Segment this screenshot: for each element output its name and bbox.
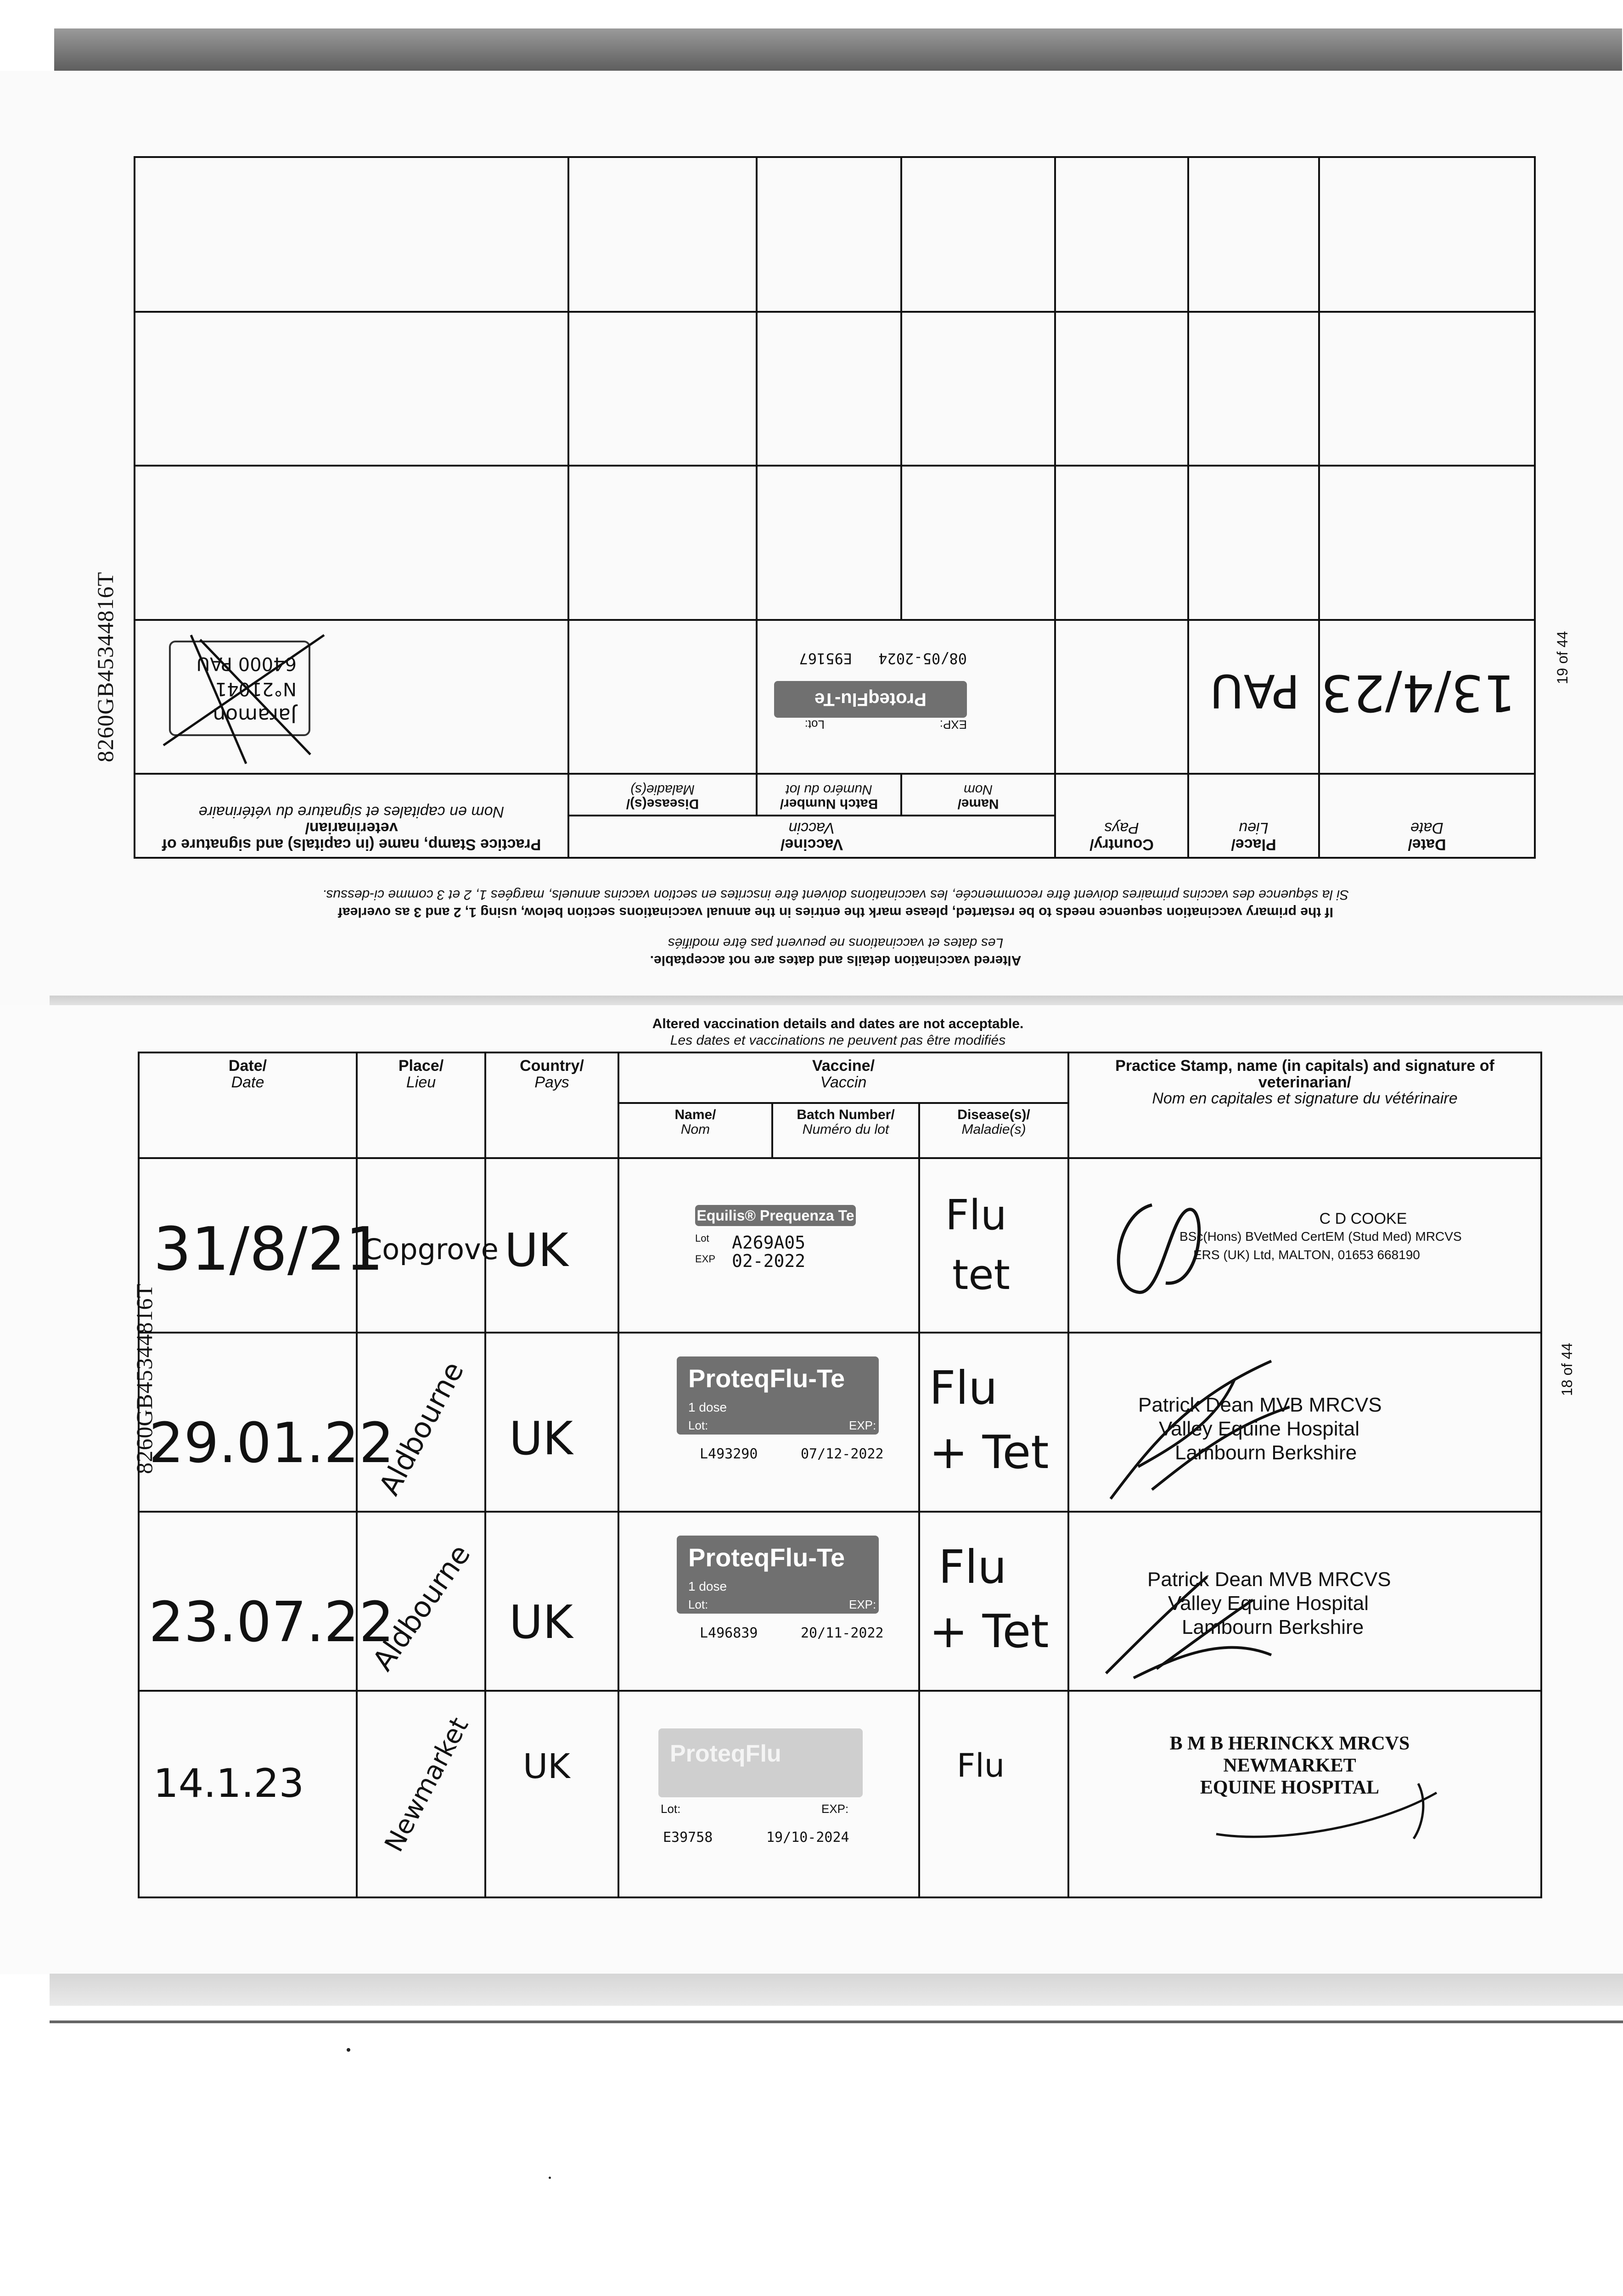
row-country: UK (509, 1595, 573, 1649)
stamp-number: N°21041 (215, 678, 297, 699)
entry-place-cell (1188, 620, 1319, 774)
exp-label: EXP: (849, 1598, 876, 1611)
vaccine-cell (618, 1333, 919, 1512)
vaccine-label: Equilis® Prequenza Te (695, 1205, 856, 1226)
header-name: Name/ Nom (901, 774, 1055, 816)
speck (347, 2048, 350, 2052)
row-date: 14.1.23 (153, 1761, 304, 1806)
page-number-top: 19 of 44 (1554, 631, 1571, 684)
row-place: Copgrove (362, 1232, 499, 1266)
header-place: Place/ Lieu (1188, 774, 1319, 858)
stamp-line: Valley Equine Hospital (1159, 1418, 1359, 1440)
notice-line: Altered vaccination details and dates are not acceptable. (650, 953, 1022, 968)
header-disease: Disease(s)/ Maladie(s) (568, 774, 757, 816)
entry-place: PAU (1210, 664, 1300, 718)
header-date: Date/ Date (139, 1052, 357, 1158)
lot-label: Lot: (804, 717, 825, 732)
place-cell (357, 1333, 485, 1512)
vaccination-table (138, 1052, 1540, 1896)
entry-date-cell (1319, 620, 1535, 774)
stamp-line: EQUINE HOSPITAL (1200, 1777, 1380, 1798)
batch-number: E95167 (799, 649, 852, 667)
notice-line: Les dates et vaccinations ne peuvent pas être modifiés (668, 935, 1004, 951)
place-cell (357, 1691, 485, 1897)
document-id-bottom: 8260GB45344816T (131, 1283, 157, 1474)
speck (549, 2177, 551, 2179)
place-cell (357, 1512, 485, 1691)
row-date: 31/8/21 (153, 1214, 384, 1284)
header-place: Place/ Lieu (357, 1052, 485, 1158)
row-country: UK (509, 1412, 573, 1465)
scan-margin (50, 2020, 1623, 2296)
batch-number: E39758 (663, 1829, 713, 1846)
header-batch: Batch Number/ Numéro du lot (757, 774, 901, 816)
batch-number: L496839 (700, 1625, 758, 1641)
batch-number: L493290 (700, 1446, 758, 1462)
disease-cell (919, 1333, 1068, 1512)
vaccine-cell (618, 1158, 919, 1333)
table-row (139, 1158, 1541, 1333)
stamp-cell (1068, 1691, 1541, 1897)
row-place: Newmarket (379, 1712, 475, 1857)
upside-down-vaccination-table (135, 156, 1536, 859)
page-number-bottom: 18 of 44 (1559, 1343, 1575, 1396)
vet-signature (1088, 1563, 1280, 1683)
row-country: UK (523, 1747, 570, 1786)
date-cell (139, 1512, 394, 1691)
date-cell (139, 1333, 394, 1512)
header-name: Name/ Nom (618, 1103, 772, 1158)
entry-vaccine-cell (757, 620, 1055, 774)
entry-disease-cell (568, 620, 757, 774)
stamp-line: NEWMARKET (1223, 1755, 1356, 1776)
expiry-date: 19/10-2024 (766, 1829, 849, 1846)
notice-line: Si la séquence des vaccins primaires doivent être recommencée, les vaccinations doivent être inscrites en section vaccins annuels, margées 1, 2 et 3 comme ci-dessus. (322, 887, 1349, 903)
exp-label: EXP (695, 1253, 716, 1265)
stamp-line: Patrick Dean MVB MRCVS (1138, 1394, 1382, 1416)
row-place: Aldbourne (372, 1356, 471, 1501)
expiry-date: 02-2022 (732, 1251, 806, 1271)
table-row (139, 1512, 1541, 1691)
lot-label: Lot (695, 1232, 709, 1244)
country-cell (485, 1512, 618, 1691)
vet-signature (145, 625, 338, 773)
country-cell (485, 1691, 618, 1897)
notice-line: Les dates et vaccinations ne peuvent pas être modifiés (670, 1033, 1006, 1048)
stamp-name: Jaramon (213, 703, 297, 727)
disease-cell (919, 1691, 1068, 1897)
place-cell (357, 1158, 499, 1333)
country-cell (485, 1158, 618, 1333)
disease-line: Flu (957, 1747, 1005, 1784)
stamp-line: BSc(Hons) BVetMed CertEM (Stud Med) MRCVS (1179, 1229, 1462, 1244)
vaccine-cell (618, 1691, 919, 1897)
disease-cell (919, 1512, 1068, 1691)
disease-cell (919, 1158, 1068, 1333)
stamp-line: Patrick Dean MVB MRCVS (1147, 1568, 1391, 1591)
header-disease: Disease(s)/ Maladie(s) (919, 1103, 1068, 1158)
stamp-line: Lambourn Berkshire (1182, 1616, 1364, 1638)
stamp-line: Valley Equine Hospital (1168, 1592, 1369, 1615)
lot-label: Lot: (661, 1802, 681, 1816)
header-country: Country/ Pays (485, 1052, 618, 1158)
row-date: 23.07.22 (149, 1591, 394, 1654)
batch-number: A269A05 (732, 1232, 806, 1253)
header-vaccine: Vaccine/ Vaccin (568, 816, 1055, 858)
header-stamp: Practice Stamp, name (in capitals) and signature of veterinarian/ Nom en capitales et signature du vétérinaire (135, 774, 568, 858)
stamp-line: C D COOKE (1319, 1210, 1407, 1227)
stamp-cell (1068, 1512, 1541, 1691)
row-date: 29.01.22 (149, 1412, 394, 1475)
expiry-date: 08/05-2024 (878, 649, 967, 667)
stamp-city: 64000 PAU (196, 653, 297, 674)
entry-stamp-cell (135, 620, 568, 774)
scanner-top-edge (54, 28, 1622, 71)
header-country: Country/ Pays (1055, 774, 1188, 858)
header-batch: Batch Number/ Numéro du lot (772, 1103, 919, 1158)
vet-signature (1097, 1352, 1290, 1508)
lot-label: Lot: (688, 1598, 708, 1611)
table-row (139, 1333, 1541, 1512)
disease-line: + Tet (929, 1425, 1049, 1479)
document-id-top: 8260GB45344816T (92, 572, 118, 762)
vaccine-name: ProteqFlu-Te (688, 1543, 845, 1572)
row-country: UK (505, 1223, 568, 1277)
expiry-date: 07/12-2022 (801, 1446, 884, 1462)
disease-line: Flu (945, 1191, 1007, 1239)
vet-signature (1097, 1187, 1216, 1306)
header-date: Date/ Date (1319, 774, 1535, 858)
lot-label: Lot: (688, 1418, 708, 1432)
header-stamp: Practice Stamp, name (in capitals) and signature of veterinarian/ Nom en capitales et signature du vétérinaire (1068, 1052, 1541, 1158)
entry-date: 13/4/23 (1320, 663, 1516, 722)
exp-label: EXP: (939, 717, 967, 732)
vet-signature (1198, 1765, 1455, 1857)
disease-line: tet (952, 1251, 1010, 1299)
stamp-line: ERS (UK) Ltd, MALTON, 01653 668190 (1193, 1248, 1420, 1262)
exp-label: EXP: (849, 1418, 876, 1432)
notice-line: If the primary vaccination sequence needs to be restarted, please mark the entries in the annual vaccinations section below, using 1, 2 and 3 as overleaf (338, 905, 1333, 920)
exp-label: EXP: (821, 1802, 849, 1816)
vaccine-dose: 1 dose (688, 1579, 727, 1593)
disease-line: + Tet (929, 1604, 1049, 1658)
country-cell (485, 1333, 618, 1512)
vaccine-name: ProteqFlu-Te (688, 1364, 845, 1393)
page-bottom-edge (50, 1974, 1623, 2006)
date-cell (139, 1691, 357, 1897)
stamp-line: Lambourn Berkshire (1175, 1441, 1357, 1464)
entry-country-cell (1055, 620, 1188, 774)
stamp-cell (1068, 1158, 1541, 1333)
expiry-date: 20/11-2022 (801, 1625, 884, 1641)
table-row (139, 1691, 1541, 1897)
date-cell (139, 1158, 384, 1333)
header-vaccine: Vaccine/ Vaccin (618, 1052, 1068, 1103)
vaccine-dose: 1 dose (688, 1400, 727, 1414)
vaccine-label: ProteqFlu-Te (774, 681, 967, 718)
top-page-notice (135, 859, 1536, 969)
stamp-cell (1068, 1333, 1541, 1512)
bottom-page-notice (138, 1016, 1538, 1049)
disease-line: Flu (929, 1361, 998, 1415)
notice-line: Altered vaccination details and dates are not acceptable. (652, 1016, 1024, 1031)
row-place: Aldbourne (365, 1538, 477, 1677)
vaccine-cell (618, 1512, 919, 1691)
vaccine-name: ProteqFlu (670, 1740, 781, 1767)
stamp-line: B M B HERINCKX MRCVS (1169, 1733, 1410, 1754)
disease-line: Flu (938, 1540, 1007, 1594)
